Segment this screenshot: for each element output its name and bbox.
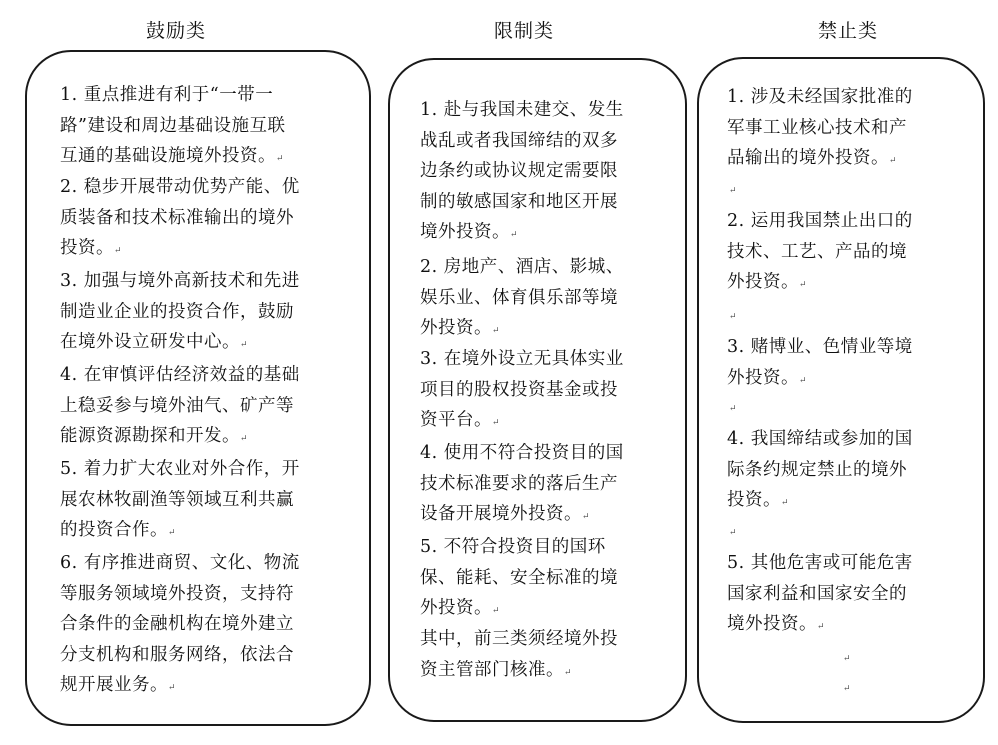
encouraged-item-6: 6. 有序推进商贸、文化、物流 等服务领域境外投资，支持符 合条件的金融机构在境外建立 分支机构和服务网络，依法合 规开展业务。↵	[60, 553, 300, 695]
restricted-item-5: 5. 不符合投资目的国环 保、能耗、安全标准的境 外投资。↵	[420, 537, 618, 618]
restricted-note: 其中，前三类须经境外投 资主管部门核准。↵	[420, 629, 618, 680]
column-title-encouraged: 鼓励类	[145, 20, 206, 42]
prohibited-item-4: 4. 我国缔结或参加的国 际条约规定禁止的境外 投资。↵	[727, 429, 913, 510]
empty-paragraph-mark: ↵	[843, 684, 851, 694]
prohibited-item-5: 5. 其他危害或可能危害 国家利益和国家安全的 境外投资。↵	[727, 553, 913, 634]
column-title-restricted: 限制类	[493, 20, 554, 42]
encouraged-item-3: 3. 加强与境外高新技术和先进 制造业企业的投资合作，鼓励 在境外设立研发中心。↵	[60, 271, 300, 352]
encouraged-item-4: 4. 在审慎评估经济效益的基础 上稳妥参与境外油气、矿产等 能源资源勘探和开发。↵	[60, 365, 300, 446]
prohibited-item-2: 2. 运用我国禁止出口的 技术、工艺、产品的境 外投资。↵	[727, 211, 913, 292]
restricted-item-2: 2. 房地产、酒店、影城、 娱乐业、体育俱乐部等境 外投资。↵	[420, 257, 624, 338]
empty-paragraph-mark: ↵	[843, 654, 851, 664]
empty-paragraph-mark: ↵	[729, 312, 737, 322]
restricted-item-1: 1. 赴与我国未建交、发生 战乱或者我国缔结的双多 边条约或协议规定需要限 制的敏感国家和地区开展 境外投资。↵	[420, 100, 624, 242]
prohibited-item-3: 3. 赌博业、色情业等境 外投资。↵	[727, 337, 913, 388]
empty-paragraph-mark: ↵	[729, 404, 737, 414]
restricted-item-3: 3. 在境外设立无具体实业 项目的股权投资基金或投 资平台。↵	[420, 349, 624, 430]
column-title-prohibited: 禁止类	[817, 20, 878, 42]
encouraged-item-2: 2. 稳步开展带动优势产能、优 质装备和技术标准输出的境外 投资。↵	[60, 177, 300, 258]
restricted-item-4: 4. 使用不符合投资目的国 技术标准要求的落后生产 设备开展境外投资。↵	[420, 443, 624, 524]
empty-paragraph-mark: ↵	[729, 528, 737, 538]
encouraged-item-5: 5. 着力扩大农业对外合作，开 展农林牧副渔等领域互利共赢 的投资合作。↵	[60, 459, 300, 540]
encouraged-item-1: 1. 重点推进有利于“一带一 路”建设和周边基础设施互联 互通的基础设施境外投资。↵	[60, 85, 286, 166]
prohibited-item-1: 1. 涉及未经国家批准的 军事工业核心技术和产 品输出的境外投资。↵	[727, 87, 913, 168]
empty-paragraph-mark: ↵	[729, 186, 737, 196]
